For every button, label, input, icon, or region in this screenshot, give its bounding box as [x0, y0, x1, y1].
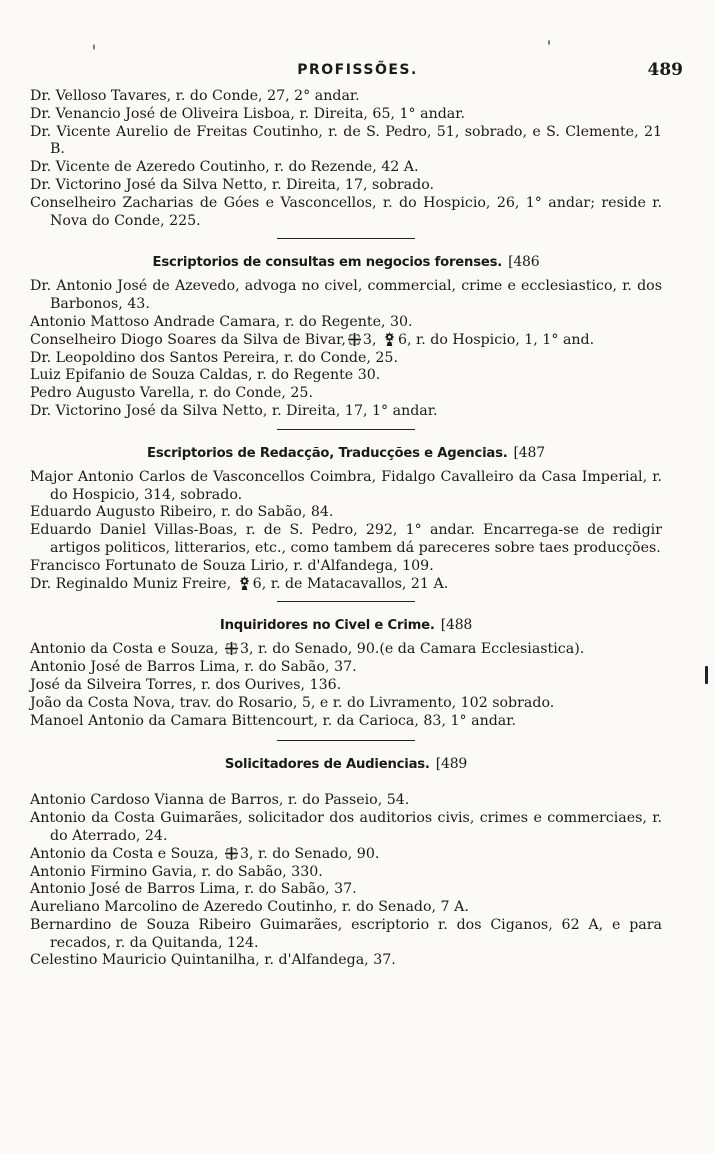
list-item [30, 332, 662, 350]
section-heading [30, 253, 662, 272]
order-cross-icon [348, 333, 361, 346]
entry-text: 3, [362, 331, 377, 348]
ink-speck [548, 40, 550, 45]
header-title: PROFISSÕES. [297, 62, 418, 78]
list-item [30, 846, 662, 864]
section-heading [30, 616, 662, 635]
section-number: [487 [513, 444, 545, 461]
list-item: Major Antonio Carlos de Vasconcellos Coimbra, Fidalgo Cavalleiro da Casa Imperial, r. do Hospicio, 314, sobrado. [30, 468, 662, 503]
list-item: Antonio Cardoso Vianna de Barros, r. do Passeio, 54. [30, 792, 410, 809]
entry-text: 6, r. do Hospicio, 1, 1° and. [397, 331, 595, 348]
section-divider [277, 238, 415, 239]
page-number: 489 [647, 60, 683, 80]
list-item: Antonio Firmino Gavia, r. do Sabão, 330. [30, 863, 323, 880]
list-item: Dr. Antonio José de Azevedo, advoga no civel, commercial, crime e ecclesiastico, r. dos Barbonos, 43. [30, 278, 662, 313]
continued-list [30, 88, 662, 230]
list-item [30, 576, 662, 594]
section-486 [30, 253, 662, 420]
list-item: Luiz Epifanio de Souza Caldas, r. do Regente 30. [30, 367, 381, 384]
list-item: Antonio da Costa Guimarães, solicitador dos auditorios civis, crimes e commerciaes, r. do Aterrado, 24. [30, 810, 662, 844]
ink-speck [93, 44, 95, 50]
list-item [30, 641, 662, 659]
entry-text: 3, r. do Senado, 90. [240, 845, 380, 862]
entry-text: Antonio da Costa e Souza, [30, 845, 219, 862]
section-divider [277, 740, 415, 741]
section-divider [277, 601, 415, 602]
list-item: João da Costa Nova, trav. do Rosario, 5, e r. do Livramento, 102 sobrado. [30, 694, 555, 711]
entry-text: Conselheiro Diogo Soares da Silva de Bivar, [30, 331, 346, 348]
entry-text: 6, r. de Matacavallos, 21 A. [252, 575, 449, 592]
section-489 [30, 755, 662, 970]
list-item: Antonio José de Barros Lima, r. do Sabão, 37. [30, 659, 357, 676]
running-header [0, 60, 715, 86]
list-item: Eduardo Daniel Villas-Boas, r. de S. Pedro, 292, 1° andar. Encarrega-se de redigir artigos politicos, litterarios, etc., como tambem dá pareceres sobre taes producções. [30, 522, 662, 556]
section-title: Solicitadores de Audiencias. [224, 757, 430, 773]
list-item: Dr. Vicente Aurelio de Freitas Coutinho, r. de S. Pedro, 51, sobrado, e S. Clemente, 21 B. [30, 123, 662, 158]
edge-mark [705, 666, 708, 684]
list-item: Dr. Victorino José da Silva Netto, r. Direita, 17, sobrado. [30, 176, 435, 193]
list-item: Pedro Augusto Varella, r. do Conde, 25. [30, 385, 313, 402]
section-number: [488 [440, 617, 473, 634]
section-heading [30, 755, 662, 774]
medal-icon [238, 576, 251, 590]
order-cross-icon [225, 847, 238, 860]
entry-text: Dr. Reginaldo Muniz Freire, [30, 575, 232, 592]
list-item: Conselheiro Zacharias de Góes e Vasconcellos, r. do Hospicio, 26, 1° andar; reside r. Nova do Conde, 225. [30, 194, 662, 229]
list-item: Aureliano Marcolino de Azeredo Coutinho, r. do Senado, 7 A. [30, 899, 469, 916]
section-title: Inquiridores no Civel e Crime. [219, 618, 435, 634]
section-number: [486 [508, 254, 540, 271]
list-item: Dr. Vicente de Azeredo Coutinho, r. do Rezende, 42 A. [30, 159, 419, 176]
list-item: Eduardo Augusto Ribeiro, r. do Sabão, 84. [30, 504, 334, 521]
medal-icon [383, 332, 396, 346]
list-item: Dr. Victorino José da Silva Netto, r. Direita, 17, 1° andar. [30, 402, 438, 419]
list-item: Bernardino de Souza Ribeiro Guimarães, escriptorio r. dos Ciganos, 62 A, e para recados, r. da Quitanda, 124. [30, 916, 662, 951]
list-item: José da Silveira Torres, r. dos Ourives, 136. [30, 676, 342, 693]
list-item: Dr. Velloso Tavares, r. do Conde, 27, 2° andar. [30, 88, 360, 104]
section-488 [30, 616, 662, 730]
section-487 [30, 444, 662, 594]
list-item: Dr. Leopoldino dos Santos Pereira, r. do Conde, 25. [30, 349, 398, 366]
page-content [30, 88, 662, 970]
order-cross-icon [225, 642, 238, 655]
list-item: Antonio Mattoso Andrade Camara, r. do Regente, 30. [30, 313, 413, 330]
list-item: Manoel Antonio da Camara Bittencourt, r. da Carioca, 83, 1° andar. [30, 712, 516, 729]
section-heading [30, 444, 662, 463]
list-item: Antonio José de Barros Lima, r. do Sabão, 37. [30, 881, 357, 898]
list-item: Celestino Mauricio Quintanilha, r. d'Alfandega, 37. [30, 952, 396, 969]
list-item: Dr. Venancio José de Oliveira Lisboa, r. Direita, 65, 1° andar. [30, 105, 465, 122]
entry-text: 3, r. do Senado, 90.(e da Camara Ecclesiastica). [240, 641, 585, 658]
list-item: Francisco Fortunato de Souza Lirio, r. d'Alfandega, 109. [30, 557, 434, 574]
section-number: [489 [435, 756, 468, 773]
section-title: Escriptorios de Redacção, Traducções e Agencias. [147, 445, 508, 461]
section-title: Escriptorios de consultas em negocios forenses. [152, 255, 503, 271]
entry-text: Antonio da Costa e Souza, [30, 641, 219, 658]
section-divider [277, 429, 415, 430]
